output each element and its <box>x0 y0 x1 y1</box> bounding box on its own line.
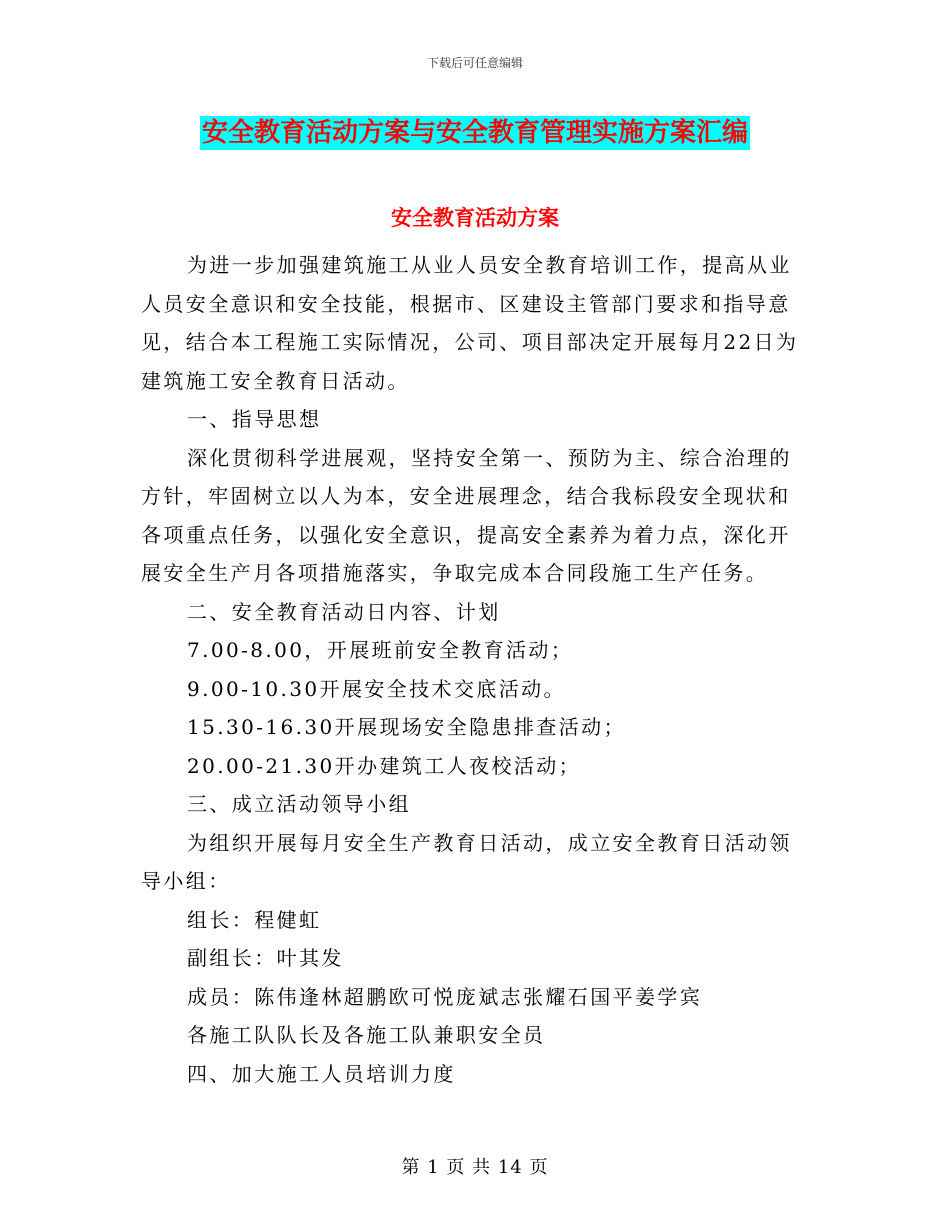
heading-activity-plan: 二、安全教育活动日内容、计划 <box>187 599 501 624</box>
paragraph-leadership-group: 为组织开展每月安全生产教育日活动，成立安全教育日活动领导小组： <box>141 830 792 893</box>
deputy-leader: 副组长：叶其发 <box>187 946 344 970</box>
group-members: 成员：陈伟逢林超鹏欧可悦庞斌志张耀石国平姜学宾 <box>187 984 703 1009</box>
heading-guiding-thought: 一、指导思想 <box>187 407 322 431</box>
schedule-item: 9.00-10.30开展安全技术交底活动。 <box>187 676 566 701</box>
heading-training: 四、加大施工人员培训力度 <box>187 1061 456 1086</box>
document-body <box>141 246 809 1093</box>
schedule-item: 7.00-8.00，开展班前安全教育活动； <box>187 638 574 662</box>
section-title: 安全教育活动方案 <box>391 206 559 230</box>
paragraph-intro: 为进一步加强建筑施工从业人员安全教育培训工作，提高从业人员安全意识和安全技能，根据市、区建设主管部门要求和指导意见，结合本工程施工实际情况，公司、项目部决定开展每月22日为建筑施工安全教育日活动。 <box>141 253 799 393</box>
document-title-text: 安全教育活动方案与安全教育管理实施方案汇编 <box>201 118 748 148</box>
schedule-item: 20.00-21.30开办建筑工人夜校活动； <box>187 753 582 778</box>
page-header-note: 下载后可任意编辑 <box>426 56 523 70</box>
heading-leadership-group: 三、成立活动领导小组 <box>187 792 411 816</box>
group-leader: 组长：程健虹 <box>187 907 322 932</box>
page-footer: 第 1 页 共 14 页 <box>401 1157 549 1178</box>
paragraph-guiding-thought: 深化贯彻科学进展观，坚持安全第一、预防为主、综合治理的方针，牢固树立以人为本，安全进展理念，结合我标段安全现状和各项重点任务，以强化安全意识，提高安全素养为着力点，深化开展安全生产月各项措施落实，争取完成本合同段施工生产任务。 <box>141 445 792 585</box>
document-title <box>0 112 950 149</box>
team-leaders: 各施工队队长及各施工队兼职安全员 <box>187 1023 546 1047</box>
schedule-item: 15.30-16.30开展现场安全隐患排查活动； <box>187 715 626 739</box>
